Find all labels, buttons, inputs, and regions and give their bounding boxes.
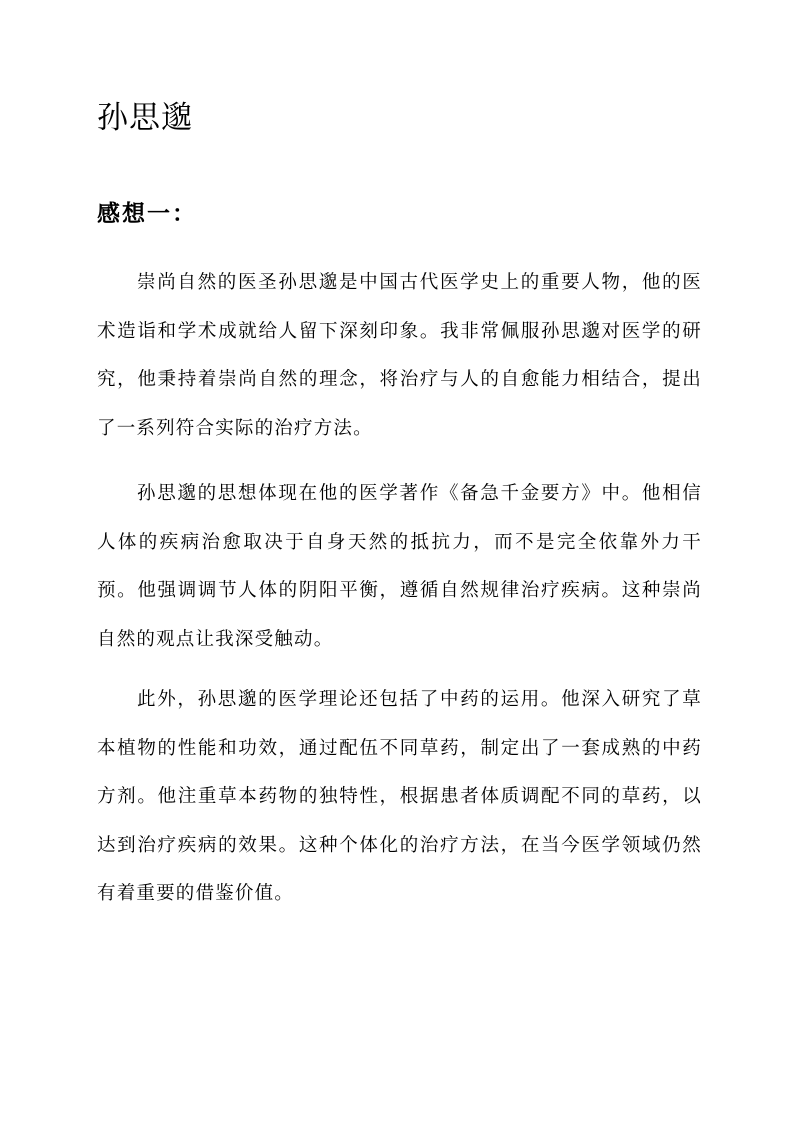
document-title: 孙思邈 [97, 100, 193, 136]
paragraph-3: 此外，孙思邈的医学理论还包括了中药的运用。他深入研究了草本植物的性能和功效，通过配伍不同草药，制定出了一套成熟的中药方剂。他注重草本药物的独特性，根据患者体质调配不同的草药，以达到治疗疾病的效果。这种个体化的治疗方法，在当今医学领域仍然有着重要的借鉴价值。 [97, 689, 702, 904]
paragraph-1: 崇尚自然的医圣孙思邈是中国古代医学史上的重要人物，他的医术造诣和学术成就给人留下深刻印象。我非常佩服孙思邈对医学的研究，他秉持着崇尚自然的理念，将治疗与人的自愈能力相结合，提出了一系列符合实际的治疗方法。 [97, 272, 702, 439]
paragraph-2: 孙思邈的思想体现在他的医学著作《备急千金要方》中。他相信人体的疾病治愈取决于自身天然的抵抗力，而不是完全依靠外力干预。他强调调节人体的阴阳平衡，遵循自然规律治疗疾病。这种崇尚自然的观点让我深受触动。 [97, 483, 702, 650]
section-heading: 感想一： [97, 200, 197, 227]
